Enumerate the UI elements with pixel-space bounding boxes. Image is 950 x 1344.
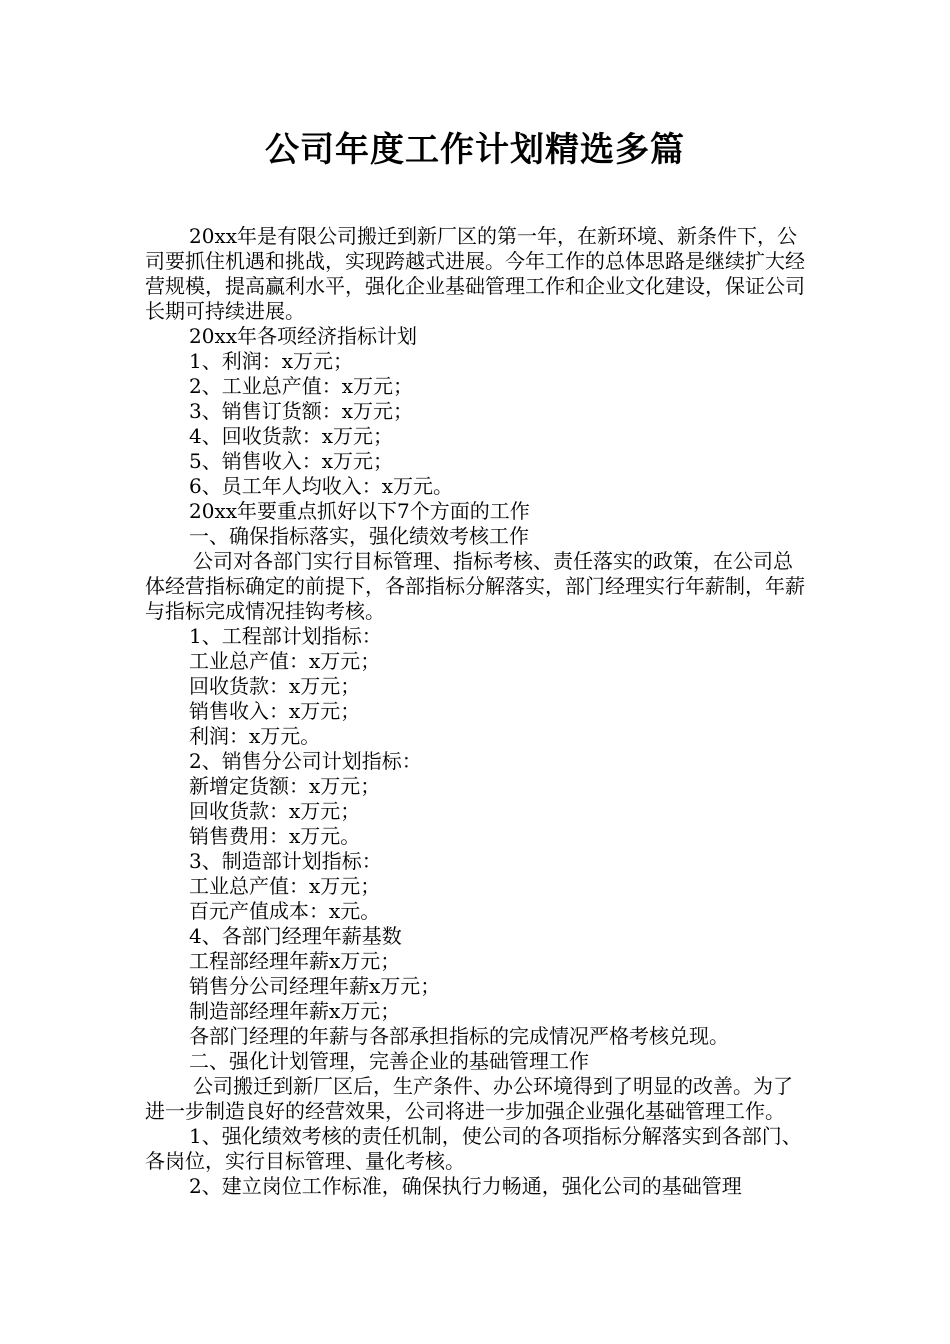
- list-item: 3、销售订货额：x万元；: [189, 399, 414, 423]
- paragraph: 1、强化绩效考核的责任机制，使公司的各项指标分解落实到各部门、各岗位，实行目标管理、量化考核。: [145, 1124, 802, 1173]
- list-item: 工业总产值：x万元；: [189, 874, 381, 898]
- list-item: 制造部经理年薪x万元；: [189, 999, 401, 1023]
- list-item: 利润：x万元。: [189, 724, 321, 748]
- paragraph: 公司对各部门实行目标管理、指标考核、责任落实的政策，在公司总体经营指标确定的前提下，各部指标分解落实，部门经理实行年薪制，年薪与指标完成情况挂钩考核。: [145, 549, 805, 623]
- list-item: 销售收入：x万元；: [189, 699, 361, 723]
- list-item: 4、回收货款：x万元；: [189, 424, 394, 448]
- list-item: 6、员工年人均收入：x万元。: [189, 474, 454, 498]
- paragraph: 2、建立岗位工作标准，确保执行力畅通，强化公司的基础管理: [189, 1174, 742, 1198]
- paragraph-heading: 20xx年各项经济指标计划: [189, 324, 418, 348]
- list-item: 回收货款：x万元；: [189, 799, 361, 823]
- list-item: 4、各部门经理年薪基数: [189, 924, 402, 948]
- list-item: 3、制造部计划指标：: [189, 849, 382, 873]
- list-item: 销售费用：x万元。: [189, 824, 361, 848]
- section-heading: 二、强化计划管理，完善企业的基础管理工作: [189, 1049, 589, 1073]
- list-item: 2、工业总产值：x万元；: [189, 374, 414, 398]
- list-item: 新增定货额：x万元；: [189, 774, 381, 798]
- list-item: 1、利润：x万元；: [189, 349, 354, 373]
- document-title: 公司年度工作计划精选多篇: [265, 130, 685, 170]
- document-body: [145, 224, 810, 1199]
- list-item: 销售分公司经理年薪x万元；: [189, 974, 441, 998]
- list-item: 1、工程部计划指标：: [189, 624, 382, 648]
- paragraph: 各部门经理的年薪与各部承担指标的完成情况严格考核兑现。: [189, 1024, 729, 1048]
- section-heading: 一、确保指标落实，强化绩效考核工作: [189, 524, 529, 548]
- paragraph-heading: 20xx年要重点抓好以下7个方面的工作: [189, 499, 530, 523]
- list-item: 回收货款：x万元；: [189, 674, 361, 698]
- list-item: 工程部经理年薪x万元；: [189, 949, 401, 973]
- list-item: 5、销售收入：x万元；: [189, 449, 394, 473]
- list-item: 工业总产值：x万元；: [189, 649, 381, 673]
- list-item: 百元产值成本：x元。: [189, 899, 381, 923]
- paragraph: 公司搬迁到新厂区后，生产条件、办公环境得到了明显的改善。为了进一步制造良好的经营效果，公司将进一步加强企业强化基础管理工作。: [145, 1074, 793, 1123]
- list-item: 2、销售分公司计划指标：: [189, 749, 422, 773]
- paragraph-intro: 20xx年是有限公司搬迁到新厂区的第一年，在新环境、新条件下，公司要抓住机遇和挑战，实现跨越式进展。今年工作的总体思路是继续扩大经营规模，提高赢利水平，强化企业基础管理工作和企业文化建设，保证公司长期可持续进展。: [145, 224, 805, 323]
